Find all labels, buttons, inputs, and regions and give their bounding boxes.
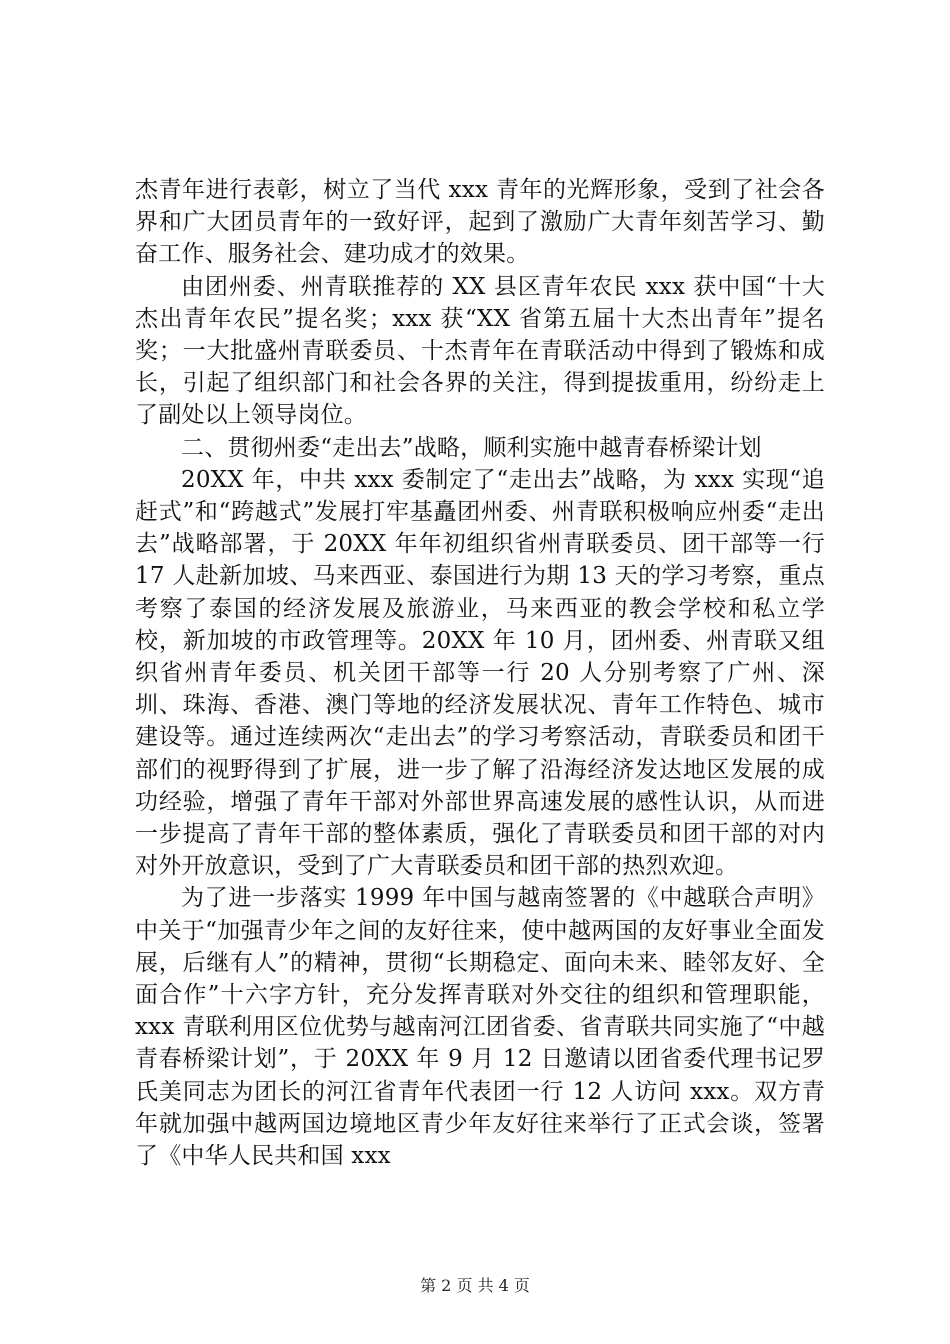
paragraph: 由团州委、州青联推荐的 XX 县区青年农民 xxx 获中国“十大杰出青年农民”提名奖；xxx 获“XX 省第五届十大杰出青年”提名奖；一大批盛州青联委员、十杰青年在青联活动中得到了锻炼和成长，引起了组织部门和社会各界的关注，得到提拔重用，纷纷走上了副处以上领导岗位。 (135, 273, 825, 429)
paragraph: 为了进一步落实 1999 年中国与越南签署的《中越联合声明》中关于“加强青少年之间的友好往来，使中越两国的友好事业全面发展，后继有人”的精神，贯彻“长期稳定、面向未来、睦邻友好、全面合作”十六字方针，充分发挥青联对外交往的组织和管理职能，xxx 青联利用区位优势与越南河江团省委、省青联共同实施了“中越青春桥梁计划”，于 20XX 年 9 月 12 日邀请以团省委代理书记罗氏美同志为团长的河江省青年代表团一行 12 人访问 xxx。双方青年就加强中越两国边境地区青少年友好往来举行了正式会谈，签署了《中华人民共和国 xxx (135, 885, 825, 1170)
page-number-footer: 第 2 页 共 4 页 (420, 1276, 530, 1295)
paragraph: 20XX 年，中共 xxx 委制定了“走出去”战略，为 xxx 实现“追赶式”和“跨越式”发展打牢基矗团州委、州青联积极响应州委“走出去”战略部署，于 20XX 年年初组织省州青联委员、团干部等一行 17 人赴新加坡、马来西亚、泰国进行为期 13 天的学习考察，重点考察了泰国的经济发展及旅游业，马来西亚的教会学校和私立学校，新加坡的市政管理等。20XX 年 10 月，团州委、州青联又组织省州青年委员、机关团干部等一行 20 人分别考察了广州、深圳、珠海、香港、澳门等地的经济发展状况、青年工作特色、城市建设等。通过连续两次“走出去”的学习考察活动，青联委员和团干部们的视野得到了扩展，进一步了解了沿海经济发达地区发展的成功经验，增强了青年干部对外部世界高速发展的感性认识，从而进一步提高了青年干部的整体素质，强化了青联委员和团干部的对内对外开放意识，受到了广大青联委员和团干部的热烈欢迎。 (135, 466, 825, 880)
paragraph: 杰青年进行表彰，树立了当代 xxx 青年的光辉形象，受到了社会各界和广大团员青年的一致好评，起到了激励广大青年刻苦学习、勤奋工作、服务社会、建功成才的效果。 (135, 177, 825, 268)
section-heading: 二、贯彻州委“走出去”战略，顺利实施中越青春桥梁计划 (181, 434, 762, 461)
document-body (135, 174, 825, 1172)
